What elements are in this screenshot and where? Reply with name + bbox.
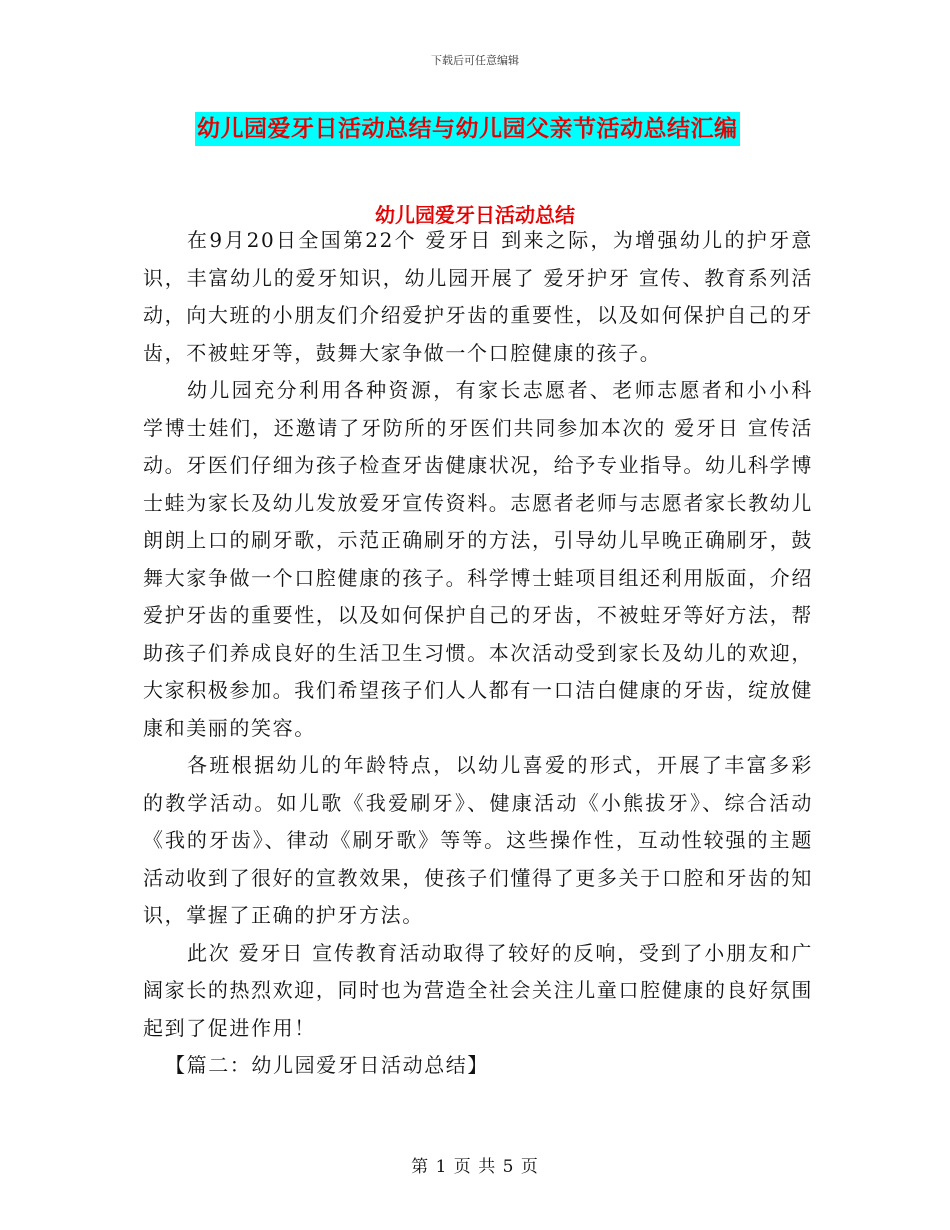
paragraph-3: 各班根据幼儿的年龄特点，以幼儿喜爱的形式，开展了丰富多彩的教学活动。如儿歌《我爱刷牙》、健康活动《小熊拔牙》、综合活动《我的牙齿》、律动《刷牙歌》等等。这些操作性，互动性较强的主题活动收到了很好的宣教效果，使孩子们懂得了更多关于口腔和牙齿的知识，掌握了正确的护牙方法。	[143, 753, 813, 927]
paragraph-1: 在9月20日全国第22个 爱牙日 到来之际，为增强幼儿的护牙意识，丰富幼儿的爱牙知识，幼儿园开展了 爱牙护牙 宣传、教育系列活动，向大班的小朋友们介绍爱护牙齿的重要性，以及如何保护自己的牙齿，不被蛀牙等，鼓舞大家争做一个口腔健康的孩子。	[143, 228, 813, 365]
document-body	[143, 222, 813, 1085]
part-two-label: 【篇二：幼儿园爱牙日活动总结】	[165, 1053, 489, 1077]
page-header-note: 下载后可任意编辑	[431, 54, 519, 67]
document-title: 幼儿园爱牙日活动总结与幼儿园父亲节活动总结汇编	[195, 112, 740, 146]
document-title-container	[195, 112, 805, 146]
paragraph-2: 幼儿园充分利用各种资源，有家长志愿者、老师志愿者和小小科学博士娃们，还邀请了牙防所的牙医们共同参加本次的 爱牙日 宣传活动。牙医们仔细为孩子检查牙齿健康状况，给予专业指导。幼儿科学博士蛙为家长及幼儿发放爱牙宣传资料。志愿者老师与志愿者家长教幼儿朗朗上口的刷牙歌，示范正确刷牙的方法，引导幼儿早晚正确刷牙，鼓舞大家争做一个口腔健康的孩子。科学博士蛙项目组还利用版面，介绍爱护牙齿的重要性，以及如何保护自己的牙齿，不被蛀牙等好方法，帮助孩子们养成良好的生活卫生习惯。本次活动受到家长及幼儿的欢迎，大家积极参加。我们希望孩子们人人都有一口洁白健康的牙齿，绽放健康和美丽的笑容。	[143, 378, 813, 740]
paragraph-4: 此次 爱牙日 宣传教育活动取得了较好的反响，受到了小朋友和广阔家长的热烈欢迎，同时也为营造全社会关注儿童口腔健康的良好氛围起到了促进作用！	[143, 940, 813, 1040]
section-title: 幼儿园爱牙日活动总结	[375, 203, 575, 227]
page-footer: 第 1 页 共 5 页	[411, 1157, 539, 1177]
